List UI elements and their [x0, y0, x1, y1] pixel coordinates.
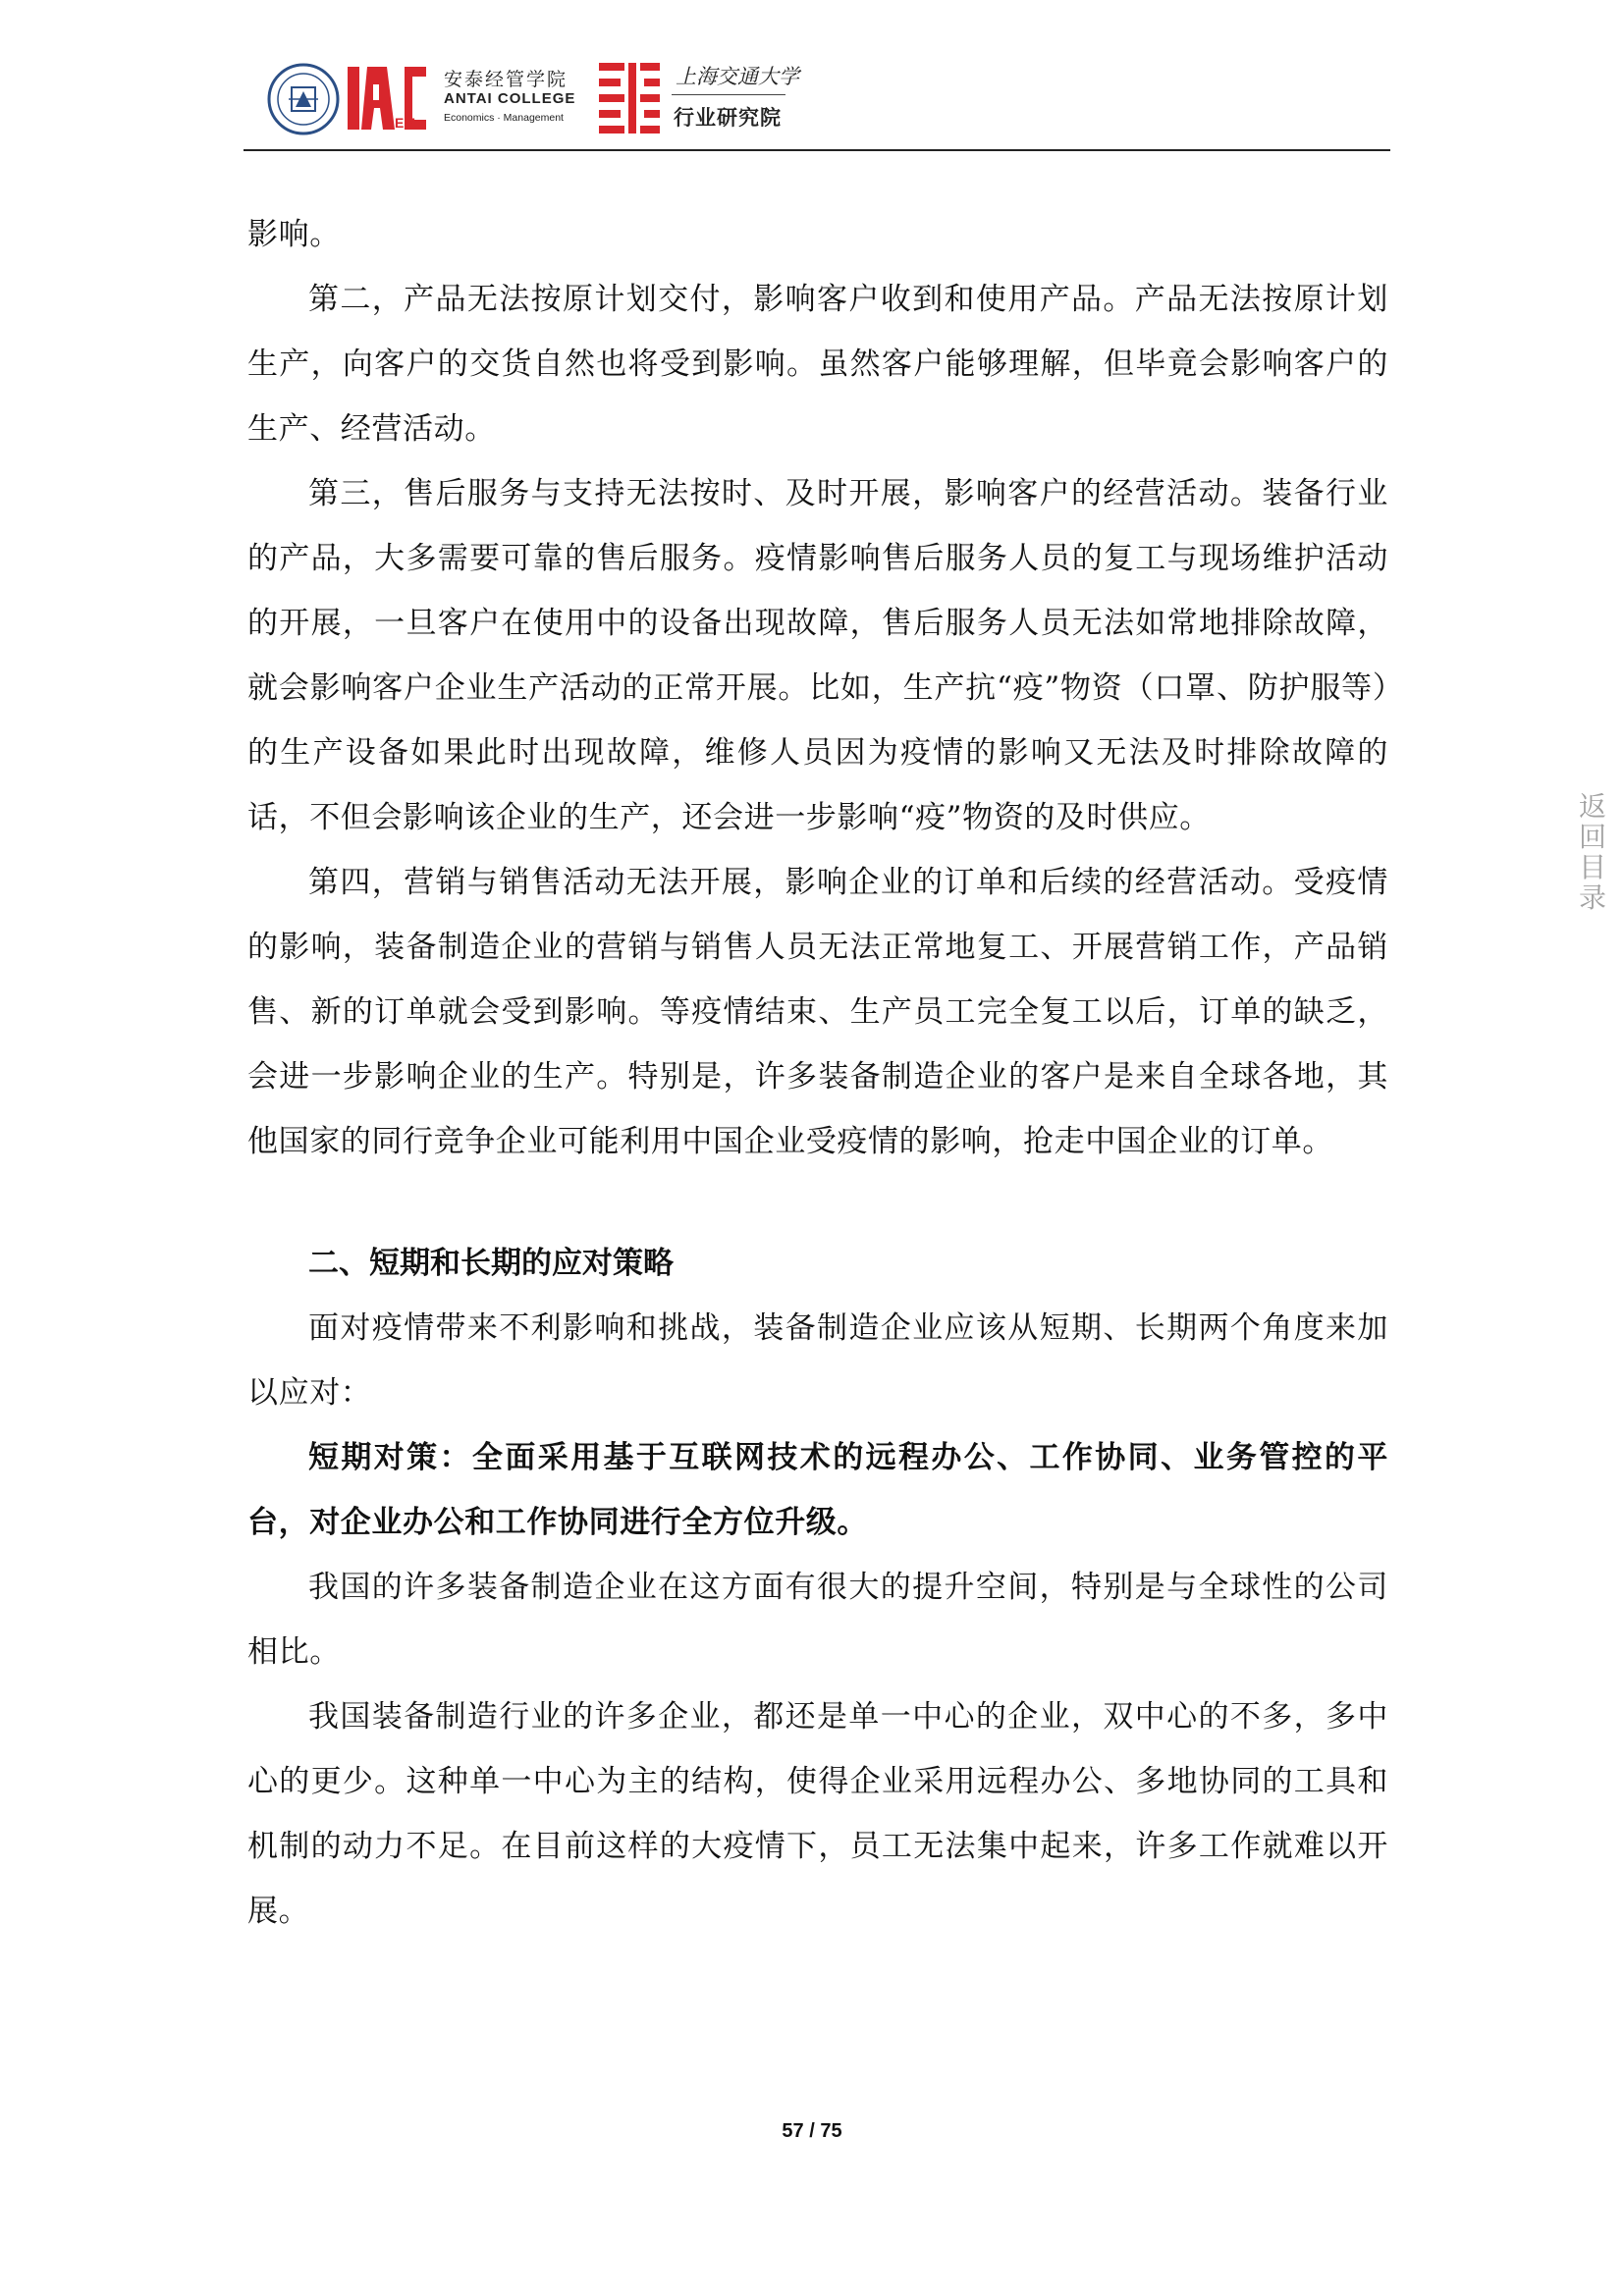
sjtu-name-cn: 上海交通大学: [676, 66, 799, 88]
paragraph-fourth-impact: 第四，营销与销售活动无法开展，影响企业的订单和后续的经营活动。受疫情的影响，装备制造企业的营销与销售人员无法正常地复工、开展营销工作，产品销售、新的订单就会受到影响。等疫情结束、生产员工完全复工以后，订单的缺乏，会进一步影响企业的生产。特别是，许多装备制造企业的客户是来自全球各地，其他国家的同行竞争企业可能利用中国企业受疫情的影响，抢走中国企业的订单。: [247, 865, 1388, 1159]
sjtu-institute-name: [672, 59, 799, 137]
antai-name-cn: 安泰经管学院: [444, 70, 568, 90]
paragraph-single-center: 我国装备制造行业的许多企业，都还是单一中心的企业，双中心的不多，多中心的更少。这种单一中心为主的结构，使得企业采用远程办公、多地协同的工具和机制的动力不足。在目前这样的大疫情下，员工无法集中起来，许多工作就难以开展。: [247, 1699, 1388, 1929]
paragraph-improvement-space: 我国的许多装备制造企业在这方面有很大的提升空间，特别是与全球性的公司相比。: [247, 1570, 1388, 1670]
sjtu-seal-logo: [267, 63, 340, 135]
section-heading: 二、短期和长期的应对策略: [308, 1246, 674, 1281]
header-divider: [244, 149, 1390, 151]
paragraph-continuation: 影响。: [247, 217, 341, 252]
back-to-contents-link[interactable]: 返回目录: [1578, 790, 1606, 914]
antai-name-en-sub: Economics · Management: [444, 112, 564, 124]
antai-college-name: [444, 65, 576, 133]
paragraph-third-impact: 第三，售后服务与支持无法按时、及时开展，影响客户的经营活动。装备行业的产品，大多需要可靠的售后服务。疫情影响售后服务人员的复工与现场维护活动的开展，一旦客户在使用中的设备出现故障，售后服务人员无法如常地排除故障，就会影响客户企业生产活动的正常开展。比如，生产抗“疫”物资（口罩、防护服等）的生产设备如果此时出现故障，维修人员因为疫情的影响又无法及时排除故障的话，不但会影响该企业的生产，还会进一步影响“疫”物资的及时供应。: [247, 476, 1388, 835]
paragraph-intro: 面对疫情带来不利影响和挑战，装备制造企业应该从短期、长期两个角度来加以应对：: [247, 1310, 1388, 1411]
paragraph-short-term-strategy: 短期对策：全面采用基于互联网技术的远程办公、工作协同、业务管控的平台，对企业办公和工作协同进行全方位升级。: [247, 1440, 1388, 1540]
antai-name-en: ANTAI COLLEGE: [444, 90, 576, 107]
page-header: [244, 55, 1390, 149]
iacem-logo: [348, 63, 438, 133]
paragraph-second-impact: 第二，产品无法按原计划交付，影响客户收到和使用产品。产品无法按原计划生产，向客户的交货自然也将受到影响。虽然客户能够理解，但毕竟会影响客户的生产、经营活动。: [247, 282, 1388, 447]
svg-text:EM: EM: [395, 115, 415, 131]
page-number: 57 / 75: [782, 2120, 842, 2142]
industry-institute-name: 行业研究院: [674, 107, 782, 130]
sjtu-divider: [672, 94, 785, 95]
document-body: [247, 202, 1388, 1944]
industry-institute-logo: [599, 63, 660, 133]
